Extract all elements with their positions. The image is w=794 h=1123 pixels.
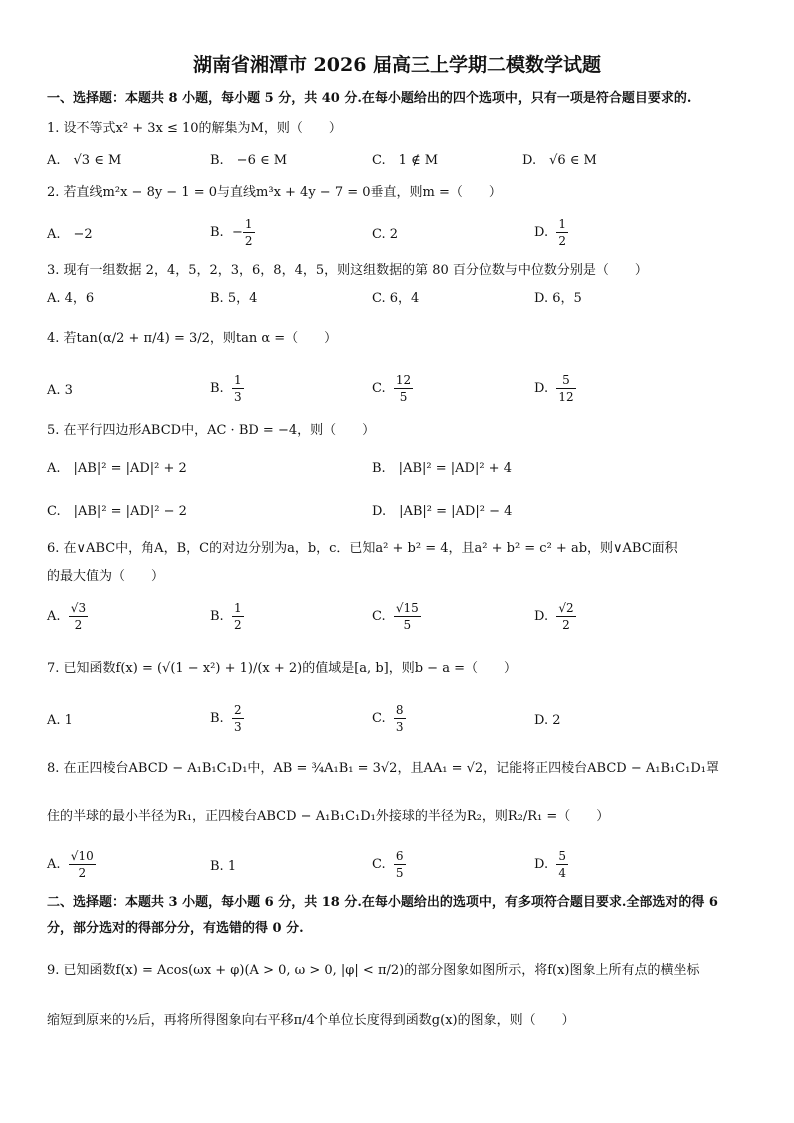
q7-option-c: C. $\frac{8}{3}$ [372, 703, 404, 734]
q6-option-d: D. $\frac{√2}{2}$ [534, 601, 574, 632]
q4-option-a: A. 3 [47, 383, 73, 398]
question-9-continued: 缩短到原来的½后，再将所得图象向右平移π/4个单位长度得到函数g(x)的图象，则（ ） [47, 1013, 575, 1028]
q3-option-d: D. 6，5 [534, 291, 582, 306]
q8-option-d: D. $\frac{5}{4}$ [534, 849, 566, 880]
q7-option-b: B. $\frac{2}{3}$ [210, 703, 242, 734]
question-9: 9. 已知函数f(x) = Acos(ωx + φ)(A > 0, ω > 0, |φ| < π/2)的部分图象如图所示，将f(x)图象上所有点的横坐标 [47, 963, 700, 978]
section-2-heading: 二、选择题：本题共 3 小题，每小题 6 分，共 18 分.在每小题给出的选项中，有多项符合题目要求.全部选对的得 6 [47, 895, 718, 910]
q4-option-c: C. $\frac{12}{5}$ [372, 373, 412, 404]
question-4: 4. 若tan(α/2 + π/4) = 3/2，则tan α =（ ） [47, 331, 338, 346]
q3-option-a: A. 4，6 [47, 291, 95, 306]
q8-option-b: B. 1 [210, 859, 237, 874]
q7-option-d: D. 2 [534, 713, 561, 728]
question-8: 8. 在正四棱台ABCD − A₁B₁C₁D₁中，AB = ¾A₁B₁ = 3√2，且AA₁ = √2，记能将正四棱台ABCD − A₁B₁C₁D₁罩 [47, 761, 720, 776]
question-8-continued: 住的半球的最小半径为R₁，正四棱台ABCD − A₁B₁C₁D₁外接球的半径为R₂，则R₂/R₁ =（ ） [47, 809, 610, 824]
q6-option-c: C. $\frac{√15}{5}$ [372, 601, 419, 632]
q7-option-a: A. 1 [47, 713, 73, 728]
q1-option-a: A. √3 ∈ M [47, 153, 122, 168]
q6-option-a: A. $\frac{√3}{2}$ [47, 601, 87, 632]
q8-option-c: C. $\frac{6}{5}$ [372, 849, 404, 880]
q1-option-b: B. −6 ∈ M [210, 153, 288, 168]
question-3: 3. 现有一组数据 2，4，5，2，3，6，8，4，5，则这组数据的第 80 百分位数与中位数分别是（ ） [47, 263, 648, 278]
q1-option-d: D. √6 ∈ M [522, 153, 597, 168]
question-7: 7. 已知函数f(x) = (√(1 − x²) + 1)/(x + 2)的值域是[a, b]，则b − a =（ ） [47, 661, 517, 676]
question-1: 1. 设不等式x² + 3x ≤ 10的解集为M，则（ ） [47, 121, 342, 136]
q8-option-a: A. $\frac{√10}{2}$ [47, 849, 94, 880]
page-title: 湖南省湘潭市 2026 届高三上学期二模数学试题 [192, 54, 602, 76]
question-2: 2. 若直线m²x − 8y − 1 = 0与直线m³x + 4y − 7 = 0垂直，则m =（ ） [47, 185, 502, 200]
question-6: 6. 在∨ABC中，角A，B，C的对边分别为a，b，c．已知a² + b² = 4，且a² + b² = c² + ab，则∨ABC面积 [47, 541, 678, 556]
section-2-heading-continued: 分，部分选对的得部分分，有选错的得 0 分. [47, 921, 304, 936]
q2-option-c: C. 2 [372, 227, 399, 242]
q3-option-c: C. 6，4 [372, 291, 420, 306]
section-1-heading: 一、选择题：本题共 8 小题，每小题 5 分，共 40 分.在每小题给出的四个选项中，只有一项是符合题目要求的. [47, 91, 692, 106]
q6-option-b: B. $\frac{1}{2}$ [210, 601, 242, 632]
q5-option-c: C. |AB|² = |AD|² − 2 [47, 504, 187, 519]
q4-option-b: B. $\frac{1}{3}$ [210, 373, 242, 404]
q5-option-d: D. |AB|² = |AD|² − 4 [372, 504, 513, 519]
question-5: 5. 在平行四边形ABCD中，AC · BD = −4，则（ ） [47, 423, 376, 438]
q3-option-b: B. 5，4 [210, 291, 258, 306]
q2-option-a: A. −2 [47, 227, 93, 242]
q5-option-a: A. |AB|² = |AD|² + 2 [47, 461, 187, 476]
q2-option-d: D. $\frac{1}{2}$ [534, 217, 566, 248]
question-6-continued: 的最大值为（ ） [47, 569, 165, 584]
q1-option-c: C. 1 ∉ M [372, 153, 439, 168]
q5-option-b: B. |AB|² = |AD|² + 4 [372, 461, 512, 476]
q4-option-d: D. $\frac{5}{12}$ [534, 373, 574, 404]
q2-option-b: B. − $\frac{1}{2}$ [210, 217, 253, 248]
